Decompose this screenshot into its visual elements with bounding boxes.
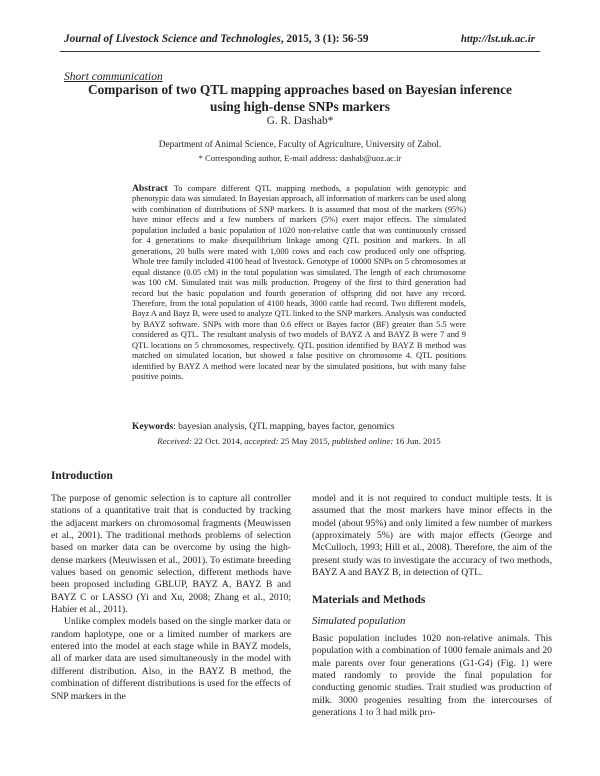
- published-label: published online:: [331, 436, 394, 446]
- header-divider: [60, 51, 540, 52]
- keywords-text: : bayesian analysis, QTL mapping, bayes factor, genomics: [173, 422, 395, 432]
- corresponding-author: * Corresponding author, E-mail address: dashab@uoz.ac.ir: [198, 153, 402, 163]
- journal-url[interactable]: http://lst.uk.ac.ir: [460, 33, 535, 45]
- received-label: Received:: [157, 436, 192, 446]
- introduction-heading: Introduction: [51, 470, 113, 482]
- author: G. R. Dashab*: [266, 115, 334, 127]
- received-date: 22 Oct. 2014,: [191, 436, 245, 446]
- title-line-2: using high-dense SNPs markers: [210, 98, 390, 114]
- intro-paragraph-1: The purpose of genomic selection is to capture all controller stations of a quantitative trait that is conducted by tracking the adjacent markers on chromosomal fragments (Meuwissen et al., 2001). The traditional methods problems of selection based on marker data can be overcome by using the high-dense markers (Meuwissen et al., 2001). To estimate breeding values based on genomic selection, different methods have been proposed including GBLUP, BAYZ A, BAYZ B and BAYZ C or LASSO (Yi and Xu, 2008; Zhang et al., 2010; Habier et al., 2011).: [51, 493, 291, 616]
- journal-issue: , 2015, 3 (1): 56-59: [280, 33, 369, 45]
- affiliation: Department of Animal Science, Faculty of Agriculture, University of Zabol.: [158, 140, 442, 150]
- publication-dates: [132, 436, 466, 446]
- right-column-intro: [312, 493, 552, 579]
- article-type: Short communication: [64, 71, 163, 83]
- intro-paragraph-3: model and it is not required to conduct multiple tests. It is assumed that the most markers have minor effects in the model (about 95%) and only limited a few number of markers (approximately 5%) are with major effects (George and McCulloch, 1993; Hill et al., 2008). Therefore, the aim of the present study was to investigate the accuracy of two methods, BAYZ A and BAYZ B, in detection of QTL.: [312, 493, 552, 579]
- paper-title: [60, 82, 540, 115]
- accepted-date: 25 May 2015,: [278, 436, 332, 446]
- left-column: [51, 493, 291, 703]
- right-column-methods: [312, 633, 552, 719]
- intro-paragraph-2: Unlike complex models based on the single marker data or random haplotype, one or a limited number of markers are entered into the model at each stage while in BAYZ models, all of marker data are used simultaneously in the model with different distribution. Also, in the BAYZ B method, the combination of different distributions is used for the effects of SNP markers in the: [51, 616, 291, 702]
- methods-paragraph-1: Basic population includes 1020 non-relative animals. This population with a combination of 1000 female animals and 20 male parents over four generations (G1-G4) (Fig. 1) were mated randomly to provide the final population for conducting genomic studies. Trait studied was production of milk. 3000 progenies resulting from the intercourses of generations 1 to 3 had milk pro-: [312, 633, 552, 719]
- abstract-label: Abstract: [132, 183, 168, 194]
- methods-heading: Materials and Methods: [312, 594, 426, 606]
- published-date: 16 Jun. 2015: [393, 436, 441, 446]
- keywords: [132, 422, 470, 432]
- journal-header: [64, 33, 368, 45]
- journal-name: Journal of Livestock Science and Technologies: [64, 33, 281, 45]
- accepted-label: accepted:: [244, 436, 279, 446]
- title-line-1: Comparison of two QTL mapping approaches based on Bayesian inference: [88, 82, 512, 97]
- abstract-text: To compare different QTL mapping methods, a population with genotypic and phenotypic data was simulated. In Bayesian approach, all information of markers can be used along with combination of distributions of SNP markers. It is assumed that most of the markers (95%) have minor effects and a few numbers of markers (5%) exert major effects. The simulated population included a basic population of 1020 non-relative cattle that was continuously crossed for 4 generations to make disequilibrium linkage among QTL position and markers. In all generations, 20 bulls were mated with 1,000 cows and each cow produced only one offspring. Whole tree family included 4100 head of livestock. Genotype of 10000 SNPs on 5 chromosomes at equal distance (0.05 cM) in the total population was simulated. The length of each chromosome was 100 cM. Simulated trait was milk production. Progeny of the first to third generation had record but the basic population and fourth generation of offspring did not have any record. Therefore, from the total population of 4100 heads, 3000 cattle had record. Two different models, Bayz A and Bayz B, were used to analyze QTL linked to the SNP markers. Analysis was conducted by BAYZ software. SNPs with more than 0.6 effect or Bayes factor (BF) greater than 5.5 were considered as QTL. The resultant analysis of two models of BAYZ A and BAYZ B were 7 and 9 QTL locations on 5 chromosomes, respectively. QTL position identified by BAYZ B method was matched on simulated location, but showed a false positive on chromosome 4. QTL positions identified by BAYZ A method were located near by the simulated positions, but with many false positive points.: [132, 184, 466, 382]
- keywords-label: Keywords: [132, 422, 174, 432]
- simulated-population-heading: Simulated population: [312, 615, 406, 627]
- abstract: [132, 184, 466, 383]
